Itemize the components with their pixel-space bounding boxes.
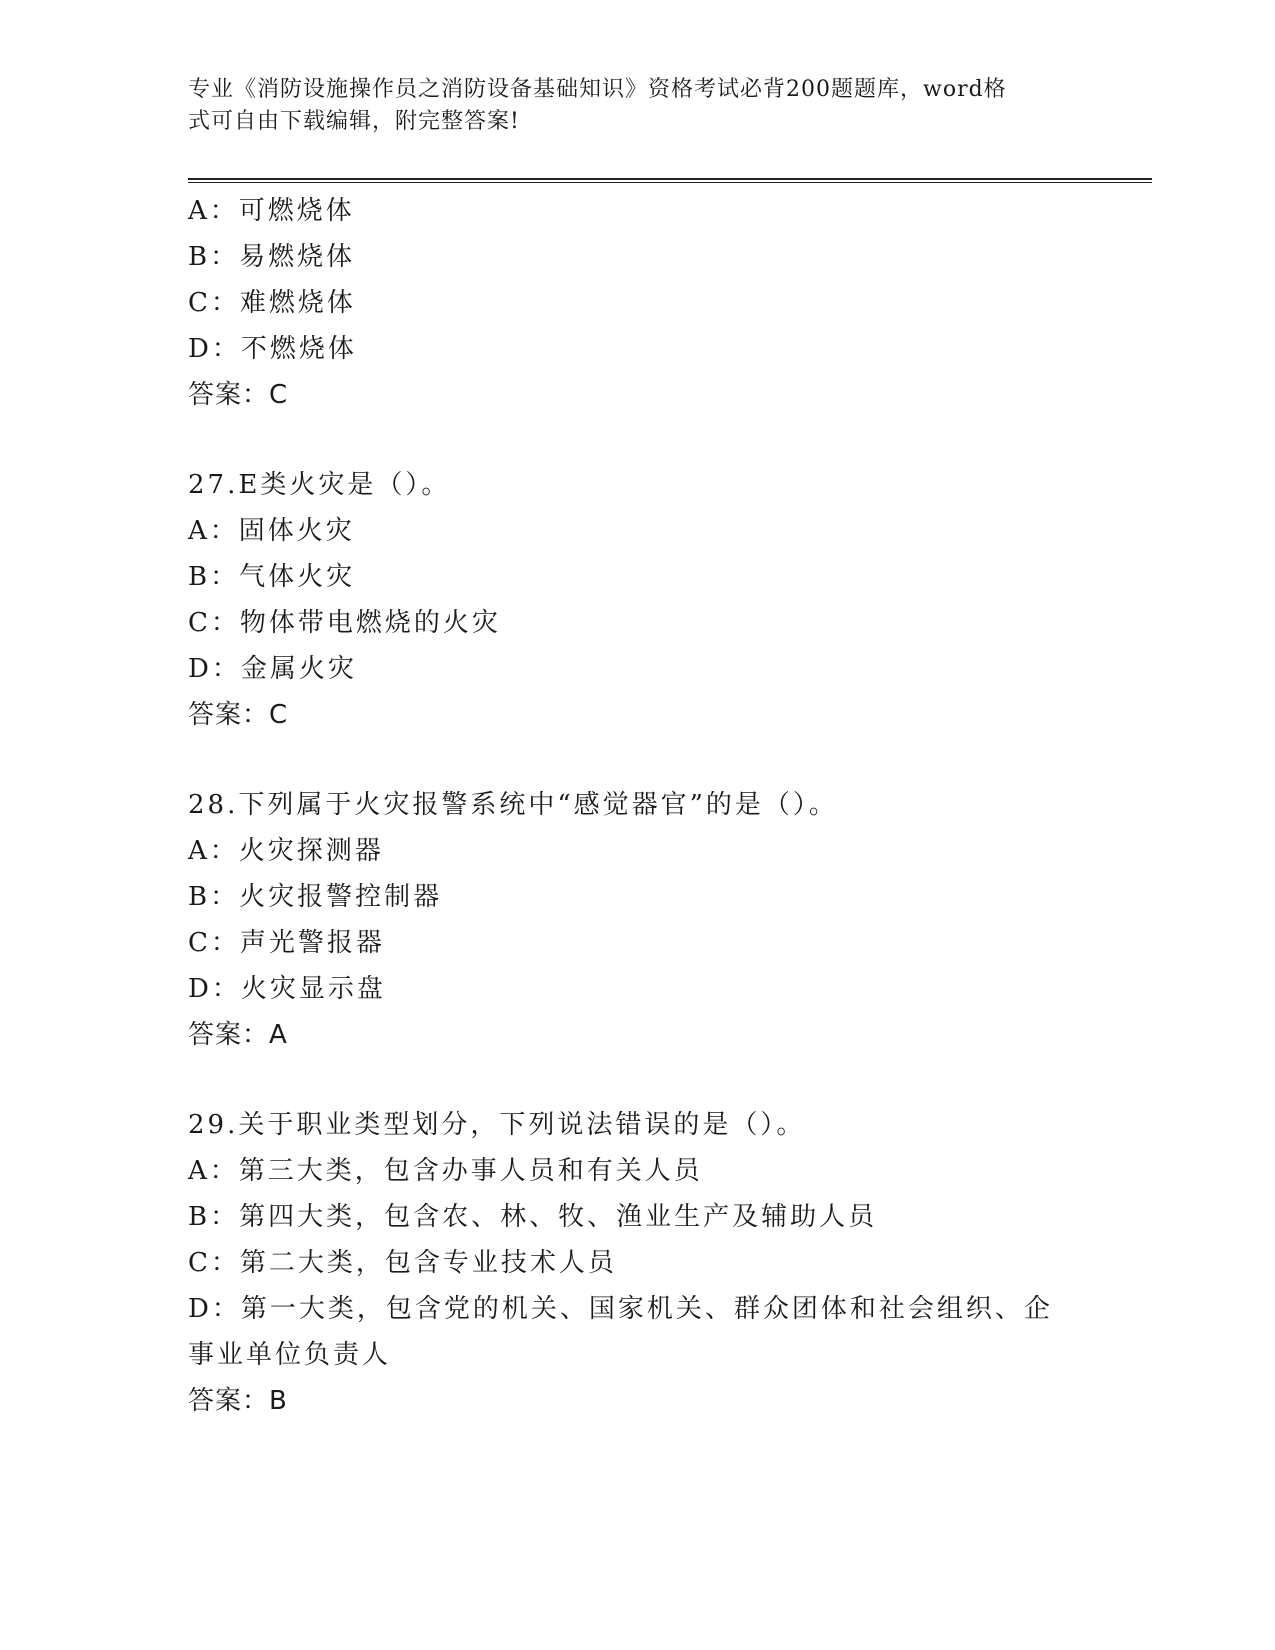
- question-text: 27.E类火灾是（）。: [188, 470, 451, 500]
- option-d: D：不燃烧体: [188, 334, 357, 364]
- header-divider: [188, 178, 1152, 183]
- answer-line: 答案：A: [188, 1020, 288, 1050]
- question-list: [188, 188, 1088, 1424]
- option-c: C：难燃烧体: [188, 288, 356, 318]
- option-c: C：声光警报器: [188, 928, 385, 958]
- header-title-line-2: 式可自由下载编辑，附完整答案!: [188, 109, 520, 134]
- option-b: B：易燃烧体: [188, 242, 356, 272]
- answer-line: 答案：C: [188, 700, 289, 730]
- option-b: B：气体火灾: [188, 562, 356, 592]
- option-a: A：火灾探测器: [188, 836, 384, 866]
- answer-line: 答案：C: [188, 380, 289, 410]
- option-d: D：火灾显示盘: [188, 974, 386, 1004]
- option-c: C：物体带电燃烧的火灾: [188, 608, 501, 638]
- question-29-block: [188, 1102, 1088, 1424]
- answer-line: 答案：B: [188, 1386, 288, 1416]
- option-a: A：固体火灾: [188, 516, 355, 546]
- option-a: A：第三大类，包含办事人员和有关人员: [188, 1156, 703, 1186]
- question-text: 28.下列属于火灾报警系统中“感觉器官”的是（）。: [188, 790, 838, 820]
- option-b: B：火灾报警控制器: [188, 882, 443, 912]
- document-header: [188, 74, 1068, 138]
- question-text: 29.关于职业类型划分，下列说法错误的是（）。: [188, 1110, 806, 1140]
- question-26-block: [188, 188, 1088, 418]
- header-title-line-1: 专业《消防设施操作员之消防设备基础知识》资格考试必背200题题库，word格: [188, 77, 1007, 102]
- option-c: C：第二大类，包含专业技术人员: [188, 1248, 617, 1278]
- question-27-block: [188, 462, 1088, 738]
- option-d: D：金属火灾: [188, 654, 357, 684]
- option-b: B：第四大类，包含农、林、牧、渔业生产及辅助人员: [188, 1202, 878, 1232]
- question-28-block: [188, 782, 1088, 1058]
- option-d: D：第一大类，包含党的机关、国家机关、群众团体和社会组织、企事业单位负责人: [188, 1294, 1053, 1370]
- option-a: A：可燃烧体: [188, 196, 355, 226]
